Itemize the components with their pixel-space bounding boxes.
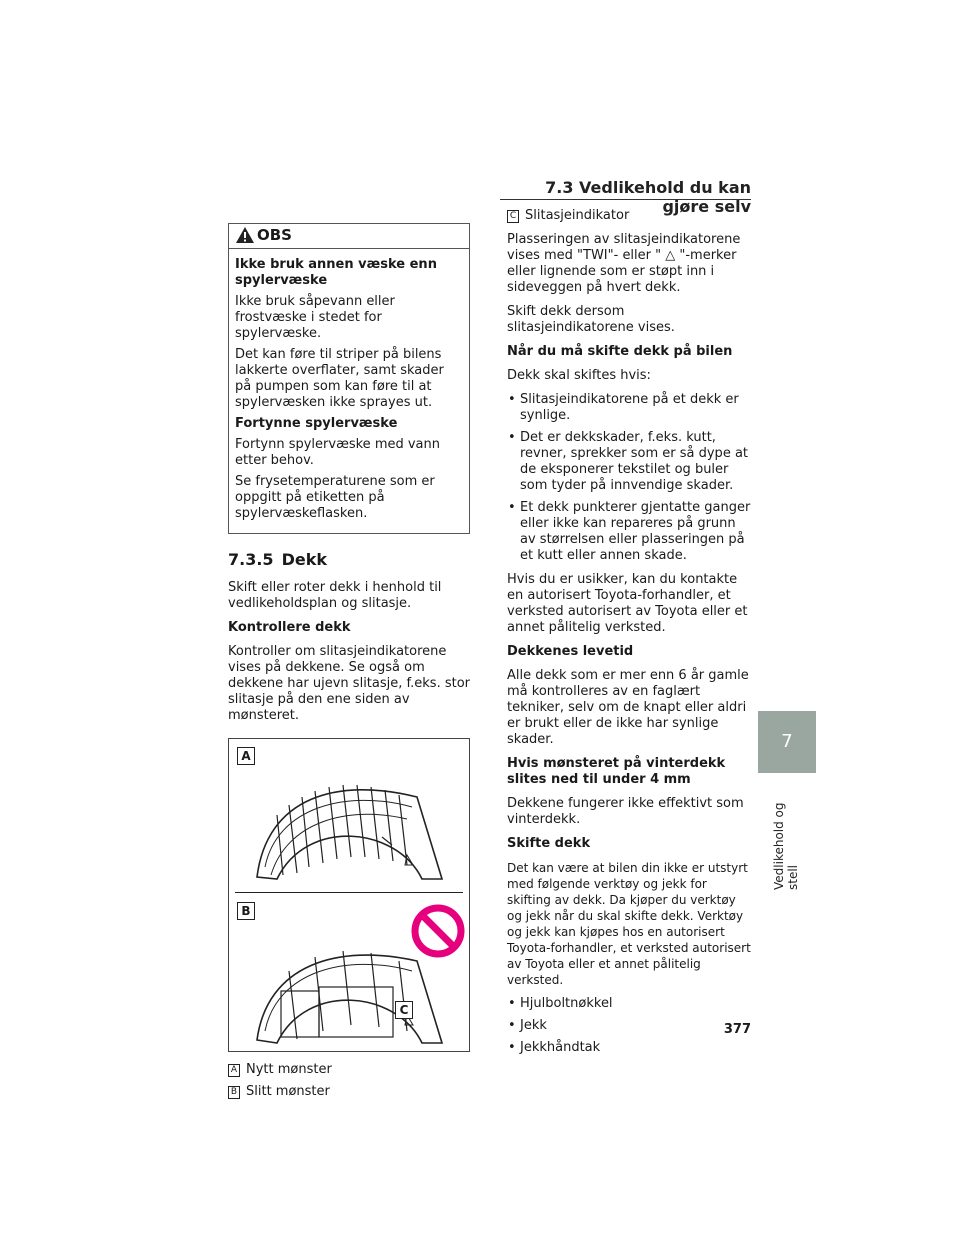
indicator-location-text [507,232,753,296]
warning-text-1: Ikke bruk såpevann eller frostvæske i stedet for spylervæske. [235,294,395,341]
legend-item-c [507,208,753,224]
list-item: • Hjulboltnøkkel [507,996,753,1012]
list-item: • Jekkhåndtak [507,1040,753,1056]
legend-item-a [228,1062,470,1078]
warning-heading-2: Fortynne spylervæske [235,416,398,431]
left-column [228,223,470,1106]
warning-triangle-icon [235,226,255,244]
worn-tread-tire-illustration [247,935,447,1047]
winter-tire-text: Dekkene fungerer ikke effektivt som vinterdekk. [507,796,744,827]
warning-box [228,223,470,534]
list-item: • Slitasjeindikatorene på et dekk er synlige. [507,392,753,424]
check-heading: Kontrollere dekk [228,620,351,635]
warning-heading-1: Ikke bruk annen væske enn spylervæske [235,257,437,288]
figure-label-a: A [237,747,255,765]
section-number: 7.3.5 [228,550,274,569]
replace-conditions-list [507,392,753,564]
section-intro: Skift eller roter dekk i henhold til vedlikeholdsplan og slitasje. [228,580,442,611]
when-to-replace-heading: Når du må skifte dekk på bilen [507,344,733,359]
change-tire-heading: Skifte dekk [507,836,591,851]
section-title: Dekk [281,550,327,569]
indicator-text-part-2: "-merker eller lignende som er støpt inn i sideveggen på hvert dekk. [507,248,737,295]
legend-text-a: Nytt mønster [246,1062,332,1077]
tire-lifetime-heading: Dekkenes levetid [507,644,634,659]
header-rule [500,199,751,200]
new-tread-tire-illustration [247,767,447,885]
legend-item-b [228,1084,470,1100]
tire-lifetime-text: Alle dekk som er mer enn 6 år gamle må kontrolleres av en faglært tekniker, selv om de knapt eller aldri er brukt eller de ikke har synlige skader. [507,668,749,747]
figure-label-c: C [395,1001,413,1019]
warning-text-3: Fortynn spylervæske med vann etter behov. [235,437,440,468]
legend-key-c: C [507,210,519,223]
legend-text-b: Slitt mønster [246,1084,330,1099]
warning-text-4: Se frysetemperaturene som er oppgitt på etiketten på spylervæskeflasken. [235,474,435,521]
legend-key-a: A [228,1064,240,1077]
chapter-side-title: Vedlikehold og stell [772,802,800,890]
triangle-mark-icon: △ [665,248,676,263]
list-item: • Det er dekkskader, f.eks. kutt, revner, sprekker som er så dype at de eksponerer tekstilet og buler som tyder på innvendige skader. [507,430,753,494]
chapter-tab: 7 [758,711,816,773]
warning-text-2: Det kan føre til striper på bilens lakkerte overflater, samt skader på pumpen som kan føre til at spylervæsken ikke sprayes ut. [235,347,444,410]
warning-label: OBS [257,226,292,244]
replace-if-text: Dekk skal skiftes hvis: [507,368,651,383]
list-item: • Jekk [507,1018,753,1034]
winter-tire-heading: Hvis mønsteret på vinterdekk slites ned til under 4 mm [507,756,726,787]
legend-key-b: B [228,1086,240,1099]
warning-body [229,249,469,522]
indicator-text-part-1: Plasseringen av slitasjeindikatorene vises med "TWI"- eller " [507,232,741,263]
list-item: • Et dekk punkterer gjentatte ganger eller ikke kan repareres på grunn av størrelsen eller plasseringen på et kutt eller annen skade. [507,500,753,564]
section-heading [228,552,470,568]
legend-text-c: Slitasjeindikator [525,208,630,223]
figure-label-b: B [237,902,255,920]
running-header: 7.3 Vedlikehold du kan gjøre selv [545,178,751,216]
right-column [507,208,753,1064]
page-number: 377 [723,1022,751,1037]
check-text: Kontroller om slitasjeindikatorene vises på dekkene. Se også om dekkene har ujevn slitasje, f.eks. stor slitasje på den ene siden av mønsteret. [228,644,471,723]
change-tire-text: Det kan være at bilen din ikke er utstyrt med følgende verktøy og jekk for skifting av dekk. Da kjøper du verktøy og jekk når du skal skifte dekk. Verktøy og jekk kan kjøpes hos en autorisert Toyota-forhandler, et verksted autorisert av Toyota eller et annet pålitelig verksted. [507,861,751,987]
contact-dealer-text: Hvis du er usikker, kan du kontakte en autorisert Toyota-forhandler, et verksted autorisert av Toyota eller et annet pålitelig verksted. [507,572,748,635]
replace-when-visible-text: Skift dekk dersom slitasjeindikatorene vises. [507,304,675,335]
tire-figure [228,738,470,1052]
warning-header [229,224,469,249]
figure-divider [235,892,463,893]
